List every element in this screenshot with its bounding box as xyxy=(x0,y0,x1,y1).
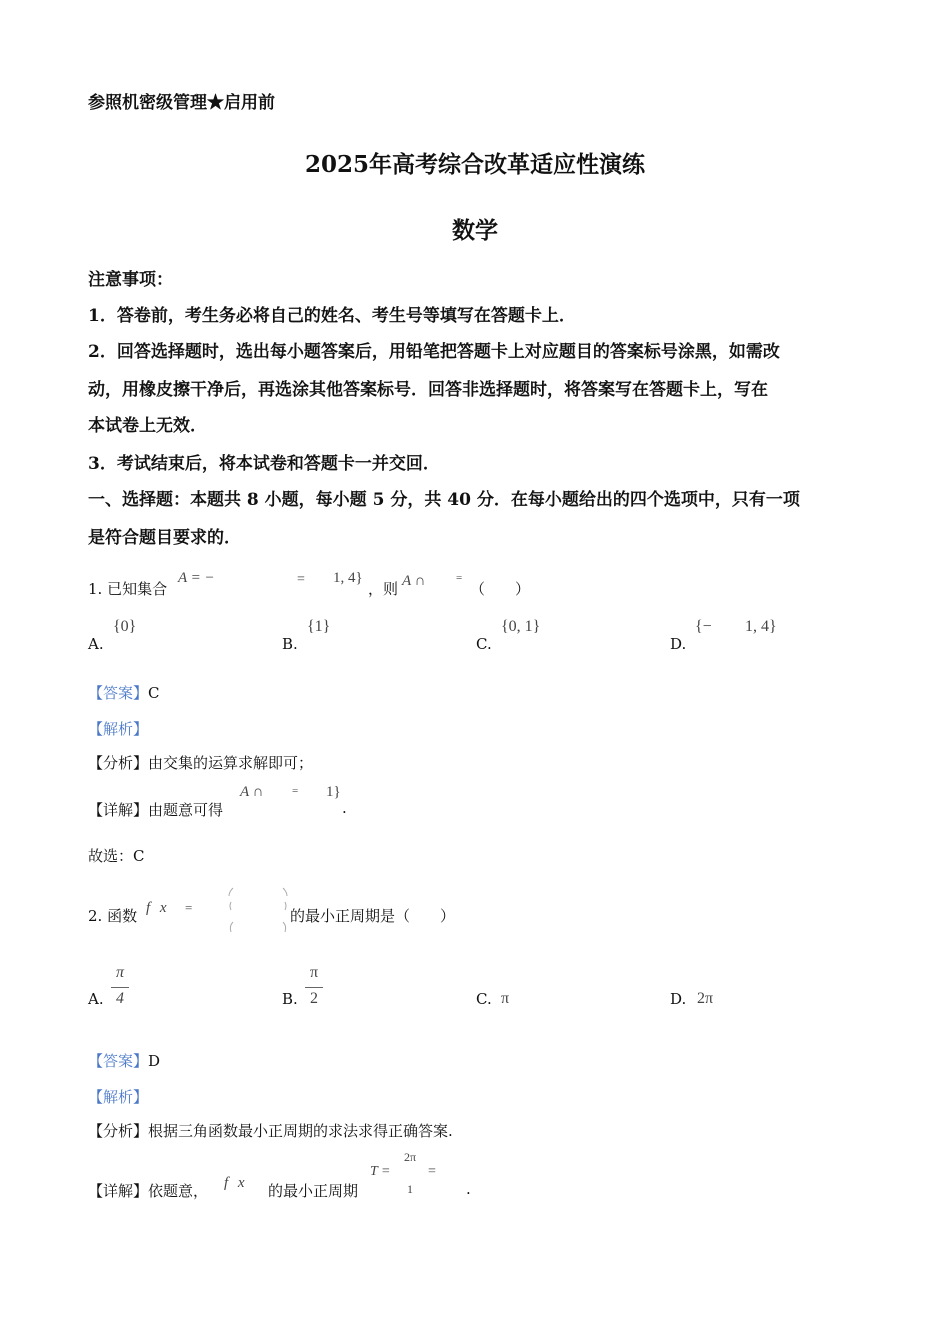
q2-detail-text: 依题意， xyxy=(148,1182,209,1200)
q1-choose: 故选：C xyxy=(88,847,145,865)
notice-item-2-line-1: 2．回答选择题时，选出每小题答案后，用铅笔把答题卡上对应题目的答案标号涂黑，如需改 xyxy=(88,342,780,362)
q1-then: ，则 xyxy=(368,580,399,598)
q1-blank: （ ） xyxy=(470,580,531,598)
q1-a-cap: A ∩ xyxy=(402,573,426,589)
q2-stem-suffix: 的最小正周期是（ ） xyxy=(290,907,456,925)
q2-func: f x xyxy=(146,900,170,916)
q1-detail-math-2: = xyxy=(292,785,299,797)
q2-detail-end: . xyxy=(466,1180,471,1198)
q2-answer-tag: 【答案】 xyxy=(88,1052,149,1070)
notice-item-2-line-3: 本试卷上无效． xyxy=(88,416,207,436)
q1-answer-value: C xyxy=(148,684,160,702)
q2-detail-tag: 【详解】 xyxy=(88,1182,149,1200)
q1-detail-tag: 【详解】 xyxy=(88,801,149,819)
notice-heading: 注意事项： xyxy=(88,270,173,290)
q2-option-c-letter: C. xyxy=(476,990,492,1008)
q1-stem-prefix: 1. 已知集合 xyxy=(88,580,168,598)
q2-detail-numerator: 2π xyxy=(403,1150,417,1164)
q1-detail-math-1: A ∩ xyxy=(240,784,264,800)
q2-option-a-fraction-bar xyxy=(111,987,129,988)
q1-option-d-value-tail: 1, 4} xyxy=(745,618,777,635)
q2-stem-prefix: 2. 函数 xyxy=(88,907,138,925)
q2-analysis-tag: 【解析】 xyxy=(88,1088,149,1106)
section-1-line-1: 一、选择题：本题共 8 小题，每小题 5 分，共 40 分．在每小题给出的四个选项中，只有一项 xyxy=(88,490,800,510)
q1-equals-2: = xyxy=(456,572,463,584)
q2-fenxi-tag: 【分析】 xyxy=(88,1122,149,1140)
q2-option-b-denominator: 2 xyxy=(310,990,318,1007)
q1-option-c-value: {0, 1} xyxy=(501,618,541,635)
q1-detail-text: 由题意可得 xyxy=(148,801,224,819)
q1-option-b-value: {1} xyxy=(307,618,331,635)
q2-option-a-denominator: 4 xyxy=(116,990,124,1007)
q1-option-d-letter: D. xyxy=(670,635,687,653)
q2-fenxi-line xyxy=(88,1120,453,1141)
q2-option-d-value: 2π xyxy=(697,990,714,1007)
q1-detail-line xyxy=(88,799,223,820)
bracket-icon xyxy=(226,886,290,936)
notice-item-3: 3．考试结束后，将本试卷和答题卡一并交回． xyxy=(88,454,440,474)
q2-detail-line xyxy=(88,1180,208,1201)
q1-option-c-letter: C. xyxy=(476,635,492,653)
notice-item-1: 1．答卷前，考生务必将自己的姓名、考生号等填写在答题卡上． xyxy=(88,306,576,326)
q2-detail-denominator: 1 xyxy=(407,1182,413,1196)
confidential-label: 参照机密级管理★启用前 xyxy=(88,93,275,113)
q2-detail-period-t: T = xyxy=(370,1164,391,1179)
q1-fenxi-line xyxy=(88,752,313,773)
exam-title: 2025年高考综合改革适应性演练 xyxy=(304,151,645,178)
subject-title: 数学 xyxy=(452,217,498,244)
q2-option-a-letter: A. xyxy=(88,990,104,1008)
q1-fenxi-text: 由交集的运算求解即可； xyxy=(148,754,314,772)
q1-option-a-value: {0} xyxy=(113,618,137,635)
notice-item-2-line-2: 动，用橡皮擦干净后，再选涂其他答案标号．回答非选择题时，将答案写在答题卡上，写在 xyxy=(88,380,768,400)
q1-set-b-tail: 1, 4} xyxy=(333,570,363,586)
q2-option-a-numerator: π xyxy=(115,964,124,981)
q2-option-c-value: π xyxy=(501,990,510,1007)
q1-option-a-letter: A. xyxy=(88,635,104,653)
q1-analysis-tag: 【解析】 xyxy=(88,720,149,738)
q1-option-d-value: {− xyxy=(695,618,712,635)
q2-option-b-fraction-bar xyxy=(305,987,323,988)
section-1-line-2: 是符合题目要求的． xyxy=(88,528,241,548)
q1-answer-tag: 【答案】 xyxy=(88,684,149,702)
q1-detail-end: . xyxy=(342,799,347,817)
q2-answer-line xyxy=(88,1050,160,1071)
q1-option-b-letter: B. xyxy=(282,635,298,653)
q2-fenxi-text: 根据三角函数最小正周期的求法求得正确答案. xyxy=(148,1122,453,1140)
q2-option-b-letter: B. xyxy=(282,990,298,1008)
q2-option-d-letter: D. xyxy=(670,990,687,1008)
q1-set-a: A = − xyxy=(178,570,215,586)
q1-equals: = xyxy=(297,572,305,587)
q1-detail-math-3: 1} xyxy=(326,784,341,800)
q2-equals: = xyxy=(185,900,193,915)
q2-option-b-numerator: π xyxy=(309,964,319,981)
q2-detail-func: f x xyxy=(224,1175,248,1191)
q2-detail-mid: 的最小正周期 xyxy=(268,1182,359,1200)
q2-answer-value: D xyxy=(148,1052,161,1070)
q1-fenxi-tag: 【分析】 xyxy=(88,754,149,772)
q2-detail-equals: = xyxy=(428,1164,436,1179)
q2-bracket-expression xyxy=(226,886,290,936)
q1-answer-line xyxy=(88,682,160,703)
